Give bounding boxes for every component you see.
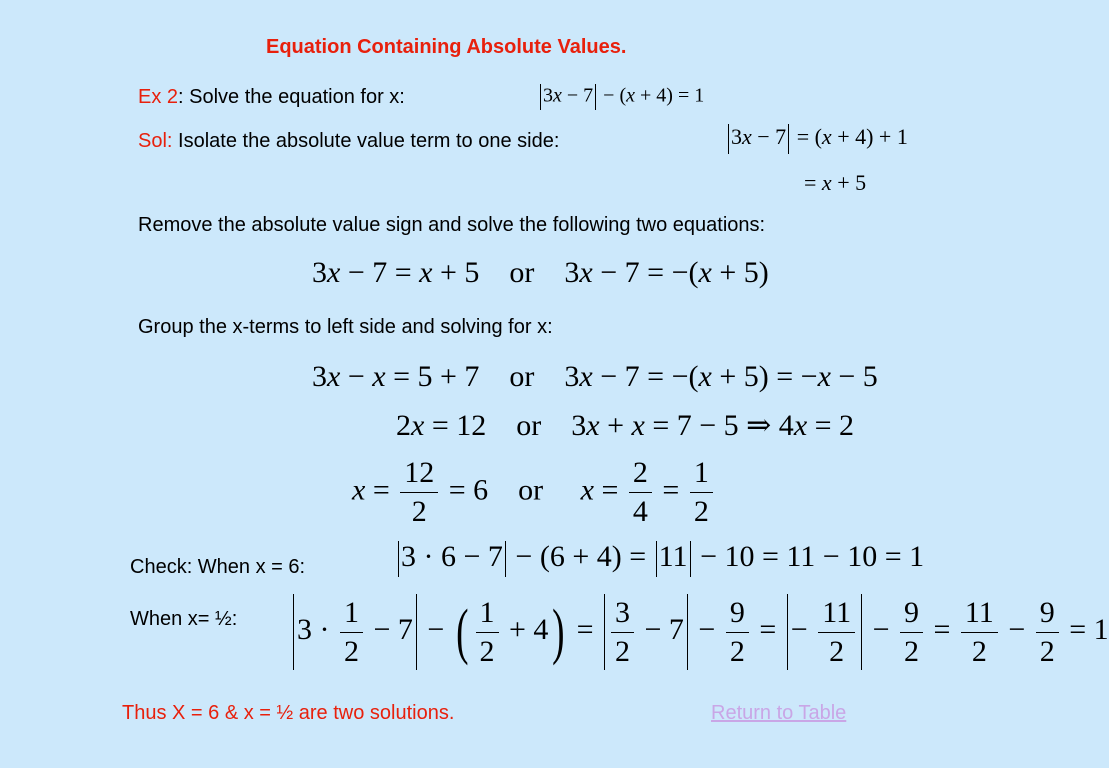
solution-text: Isolate the absolute value term to one side:: [172, 130, 560, 152]
return-to-table-link[interactable]: Return to Table: [711, 702, 847, 724]
example-line: [138, 86, 405, 109]
example-tag: Ex 2: [138, 86, 179, 108]
check-equation-6: 3 · 6 − 7 − (6 + 4) = 11 − 10 = 11 − 10 = 1: [396, 540, 924, 577]
solution-tag: Sol:: [138, 130, 173, 152]
isolated-equation-simplified: = x + 5: [804, 170, 867, 195]
check-equation-half: 3 · $\frac{1}{2}$ − 7 − ( $\frac{1}{2}$ + 4) = $\frac{3}{2}$ − 7 − $\frac{9}{2}$ = − $\frac{11}{2}$ − $\frac{9}{2}$ = $\frac{11}{2}$ − $\frac{9}{2}$ = 1: [290, 594, 1109, 670]
group-line-2: 2x = 12 or 3x + x = 7 − 5 ⇒ 4x = 2: [396, 409, 855, 442]
check-label: Check: When x = 6:: [130, 556, 306, 578]
two-equations: 3x − 7 = x + 5 or 3x − 7 = −(x + 5): [312, 256, 769, 289]
isolated-equation: 3x − 7 = (x + 4) + 1: [726, 124, 908, 154]
when-half-label: When x= ½:: [130, 608, 238, 630]
example-text: : Solve the equation for x:: [178, 86, 405, 108]
remove-step-text: Remove the absolute value sign and solve the following two equations:: [138, 214, 766, 236]
page-title: Equation Containing Absolute Values.: [266, 36, 627, 58]
solution-line: [138, 130, 559, 153]
solutions-line: x = $\frac{12}{2}$ = 6 or x = $\frac{2}{4}$ = $\frac{1}{2}$: [352, 458, 716, 527]
conclusion-text: Thus X = 6 & x = ½ are two solutions.: [122, 702, 455, 724]
group-line-1: 3x − x = 5 + 7 or 3x − 7 = −(x + 5) = −x − 5: [312, 360, 878, 393]
group-step-text: Group the x-terms to left side and solving for x:: [138, 316, 553, 338]
given-equation: 3x − 7 − (x + 4) = 1: [538, 84, 704, 110]
